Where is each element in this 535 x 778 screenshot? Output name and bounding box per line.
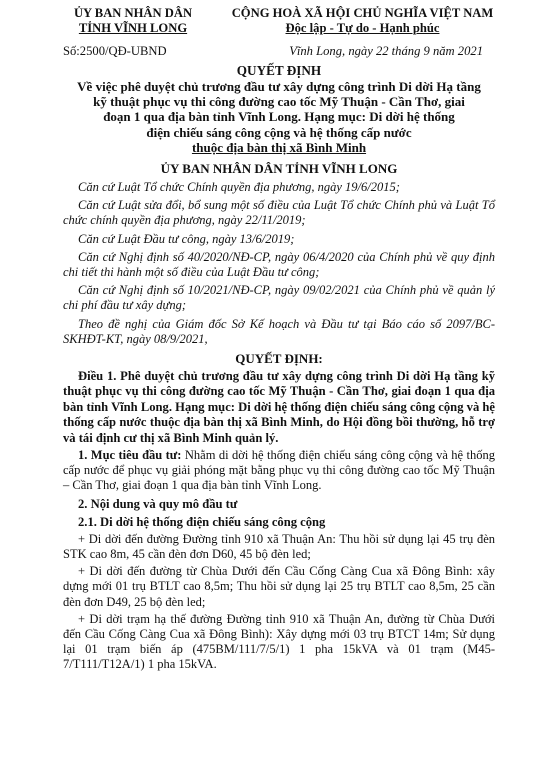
subject-line: điện chiếu sáng công cộng và hệ thống cấp nước: [146, 124, 412, 140]
section-2-1-heading: 2.1. Di dời hệ thống điện chiếu sáng công cộng: [78, 514, 326, 529]
investment-goal: [63, 448, 495, 494]
section-2-heading: 2. Nội dung và quy mô đầu tư: [78, 496, 238, 511]
national-motto: [230, 6, 495, 35]
list-item: + Di dời đến đường Đường tỉnh 910 xã Thuận An: Thu hồi sử dụng lại 45 trụ đèn STK cao 8m, 45 cần đèn đơn D60, 45 bộ đèn led;: [63, 531, 495, 561]
subject-line: thuộc địa bàn thị xã Bình Minh: [191, 139, 367, 155]
subject-line: Về việc phê duyệt chủ trương đầu tư xây dựng công trình Di dời Hạ tầng: [77, 79, 481, 94]
document-header: [63, 6, 495, 35]
document-number: Số:2500/QĐ-UBND: [63, 44, 167, 58]
agency-line-2: TỈNH VĨNH LONG: [78, 20, 188, 35]
goal-text: Nhằm di dời hệ thống điện chiếu sáng công cộng và hệ thống cấp nước để phục vụ giải phóng mặt bằng phục vụ thi công đường cao tốc Mỹ Thuận – Cần Thơ, giai đoạn 1 qua địa bàn tỉnh Vĩnh Long.: [63, 448, 495, 493]
legal-basis: Căn cứ Nghị định số 40/2020/NĐ-CP, ngày 06/4/2020 của Chính phủ về quy định chi tiết thi hành một số điều của Luật Đầu tư công;: [63, 249, 495, 280]
legal-basis: Căn cứ Luật sửa đổi, bổ sung một số điều của Luật Tổ chức Chính phủ và Luật Tổ chức chính quyền địa phương, ngày 22/11/2019;: [63, 198, 495, 228]
document-date: Vĩnh Long, ngày 22 tháng 9 năm 2021: [289, 44, 483, 58]
legal-basis: Căn cứ Nghị định số 10/2021/NĐ-CP, ngày 09/02/2021 của Chính phủ về quản lý chi phí đầu tư xây dựng;: [63, 283, 495, 313]
subject-line: kỹ thuật phục vụ thi công đường cao tốc Mỹ Thuận - Cần Thơ, giai: [93, 94, 465, 110]
agency-line-1: ỦY BAN NHÂN DÂN: [73, 6, 193, 20]
subject-line: đoạn 1 qua địa bàn tỉnh Vĩnh Long. Hạng mục: Di dời hệ thống: [103, 109, 455, 125]
legal-basis: Căn cứ Luật Đầu tư công, ngày 13/6/2019;: [78, 231, 295, 246]
legal-basis: Căn cứ Luật Tổ chức Chính quyền địa phương, ngày 19/6/2015;: [78, 180, 400, 195]
goal-label: 1. Mục tiêu đầu tư:: [78, 448, 182, 463]
nation-line-1: CỘNG HOÀ XÃ HỘI CHỦ NGHĨA VIỆT NAM: [231, 6, 494, 20]
nation-line-2: Độc lập - Tự do - Hạnh phúc: [285, 20, 440, 35]
authority-heading: ỦY BAN NHÂN DÂN TỈNH VĨNH LONG: [160, 161, 398, 177]
document-subject: [63, 79, 495, 155]
decision-heading: QUYẾT ĐỊNH:: [235, 351, 323, 367]
issuing-agency: [63, 6, 203, 35]
legal-basis: Theo đề nghị của Giám đốc Sở Kế hoạch và Đầu tư tại Báo cáo số 2097/BC-SKHĐT-KT, ngày 08/9/2021,: [63, 316, 495, 346]
article-1: Điều 1. Phê duyệt chủ trương đầu tư xây dựng công trình Di dời Hạ tầng kỹ thuật phục vụ thi công đường cao tốc Mỹ Thuận - Cần Thơ, giai đoạn 1 qua địa bàn tỉnh Vĩnh Long. Hạng mục: Di dời hệ thống điện chiếu sáng công cộng và hệ thống cấp nước thuộc địa bàn thị xã Bình Minh, do Hội đồng bồi thường, hỗ trợ và tái định cư thị xã Bình Minh quản lý.: [63, 369, 495, 445]
number-date-row: [63, 43, 495, 59]
list-item: + Di dời trạm hạ thế đường Đường tỉnh 910 xã Thuận An, đường từ Chùa Dưới đến Cầu Cống Càng Cua xã Đông Bình): Xây dựng mới 03 trụ BTCT 14m; Sử dụng lại 01 trạm biến áp (475BM/111/7/5/1) 1 pha 15kVA và 01 trạm (M45-7/T111/T12A/1) 1 pha 15kVA.: [63, 611, 495, 672]
document-title: QUYẾT ĐỊNH: [236, 63, 322, 78]
list-item: + Di dời đến đường từ Chùa Dưới đến Cầu Cống Càng Cua xã Đông Bình: xây dựng mới 01 trụ BTLT cao 8,5m; Thu hồi sử dụng lại 25 trụ BTLT cao 8,5m, 25 cần đèn đơn D49, 25 bộ đèn led;: [63, 564, 495, 609]
